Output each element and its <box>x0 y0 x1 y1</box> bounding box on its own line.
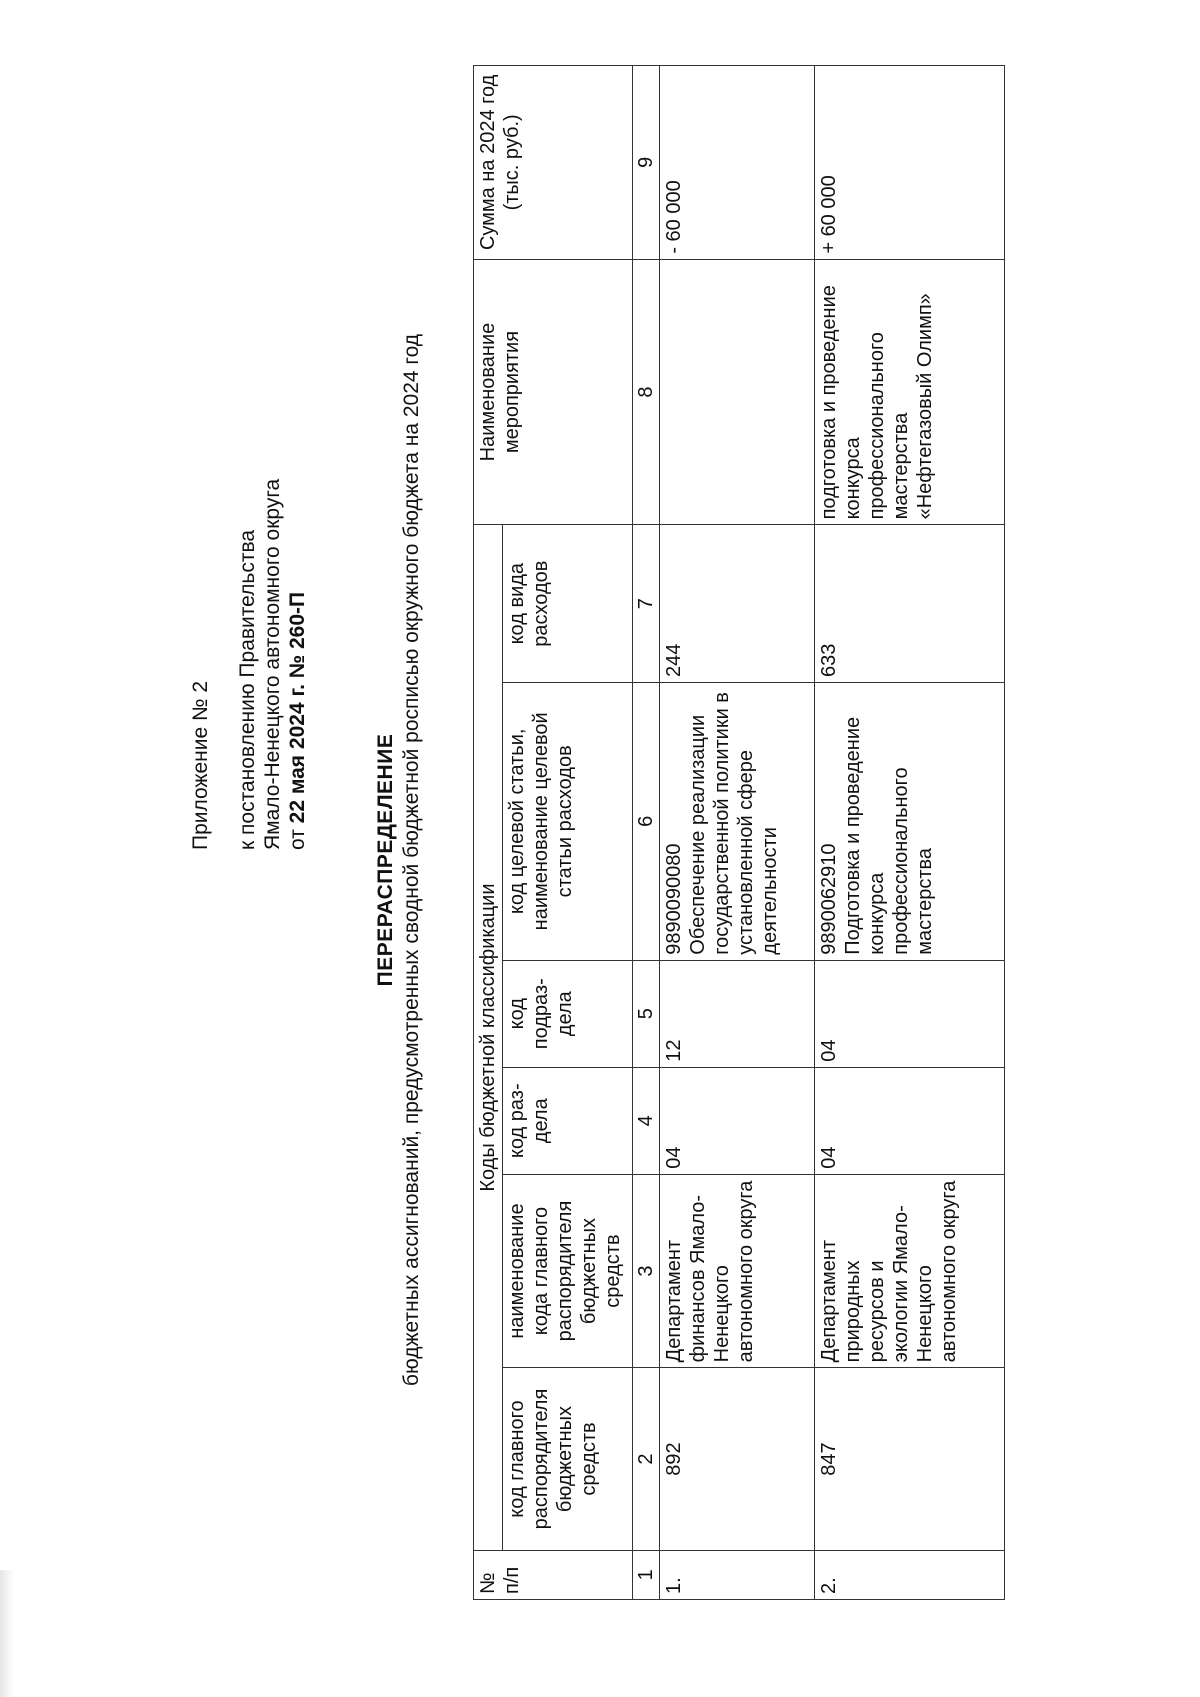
appendix-line-2: Ямало-Ненецкого автономного округа <box>261 478 284 850</box>
header-row-1 <box>474 66 503 1600</box>
row-num: 2. <box>815 1550 1005 1599</box>
header-event: Наименование мероприятия <box>474 259 633 525</box>
row-target <box>660 682 815 960</box>
appendix-date-prefix: от <box>286 823 309 850</box>
row-gl-code: 847 <box>815 1368 1005 1550</box>
row-section: 04 <box>815 1067 1005 1174</box>
row-target <box>815 682 1005 960</box>
header-amount: Сумма на 2024 год (тыс. руб.) <box>474 66 633 260</box>
header-num: № п/п <box>474 1550 633 1599</box>
document-subtitle: бюджетных ассигнований, предусмотренных сводной бюджетной росписью окружного бюджета на 2024 год <box>400 333 423 1387</box>
header-gl-code: код главного распорядителя бюджетных средств <box>503 1368 633 1550</box>
budget-table <box>473 65 1005 1600</box>
row-target-code: 9890090080 <box>663 843 685 955</box>
row-num: 1. <box>660 1550 815 1599</box>
appendix-line-1: к постановлению Правительства <box>236 529 259 850</box>
appendix-title: Приложение № 2 <box>189 680 212 850</box>
column-number: 1 <box>633 1550 660 1599</box>
document-title: ПЕРЕРАСПРЕДЕЛЕНИЕ <box>374 733 397 987</box>
scan-edge-shadow <box>0 1570 14 1697</box>
appendix-date <box>285 479 310 850</box>
header-section: код раз-дела <box>503 1067 633 1174</box>
row-subsection: 12 <box>660 960 815 1067</box>
appendix-date-value: 22 мая 2024 г. № 260-П <box>286 591 309 824</box>
column-number: 2 <box>633 1368 660 1550</box>
row-section: 04 <box>660 1067 815 1174</box>
row-subsection: 04 <box>815 960 1005 1067</box>
row-target-name: Обеспечение реализации государственной политики в установленной сфере деятельности <box>687 692 781 955</box>
row-amount: - 60 000 <box>660 66 815 260</box>
row-target-code: 9890062910 <box>818 843 840 955</box>
header-group: Коды бюджетной классификации <box>474 525 503 1550</box>
row-gl-name: Департамент финансов Ямало-Ненецкого автономного округа <box>660 1174 815 1368</box>
row-gl-code: 892 <box>660 1368 815 1550</box>
row-target-name: Подготовка и проведение конкурса профессионального мастерства <box>842 716 936 955</box>
column-number: 9 <box>633 66 660 260</box>
header-gl-name: наименование кода главного распорядителя бюджетных средств <box>503 1174 633 1368</box>
table-row <box>660 66 815 1600</box>
column-number: 8 <box>633 259 660 525</box>
column-number: 3 <box>633 1174 660 1368</box>
row-gl-name: Департамент природных ресурсов и экологии Ямало-Ненецкого автономного округа <box>815 1174 1005 1368</box>
table-row <box>815 66 1005 1600</box>
column-number-row <box>633 66 660 1600</box>
column-number: 7 <box>633 525 660 683</box>
row-expense-type: 244 <box>660 525 815 683</box>
appendix-block <box>188 479 310 850</box>
row-event: подготовка и проведение конкурса профессионального мастерства «Нефтегазовый Олимп» <box>815 259 1005 525</box>
header-expense-type: код вида расходов <box>503 525 633 683</box>
row-expense-type: 633 <box>815 525 1005 683</box>
header-target: код целевой статьи, наименование целевой статьи расходов <box>503 682 633 960</box>
column-number: 4 <box>633 1067 660 1174</box>
rotated-landscape-content <box>38 74 1138 1640</box>
header-subsection: код подраз-дела <box>503 960 633 1067</box>
row-event <box>660 259 815 525</box>
column-number: 6 <box>633 682 660 960</box>
row-amount: + 60 000 <box>815 66 1005 260</box>
column-number: 5 <box>633 960 660 1067</box>
